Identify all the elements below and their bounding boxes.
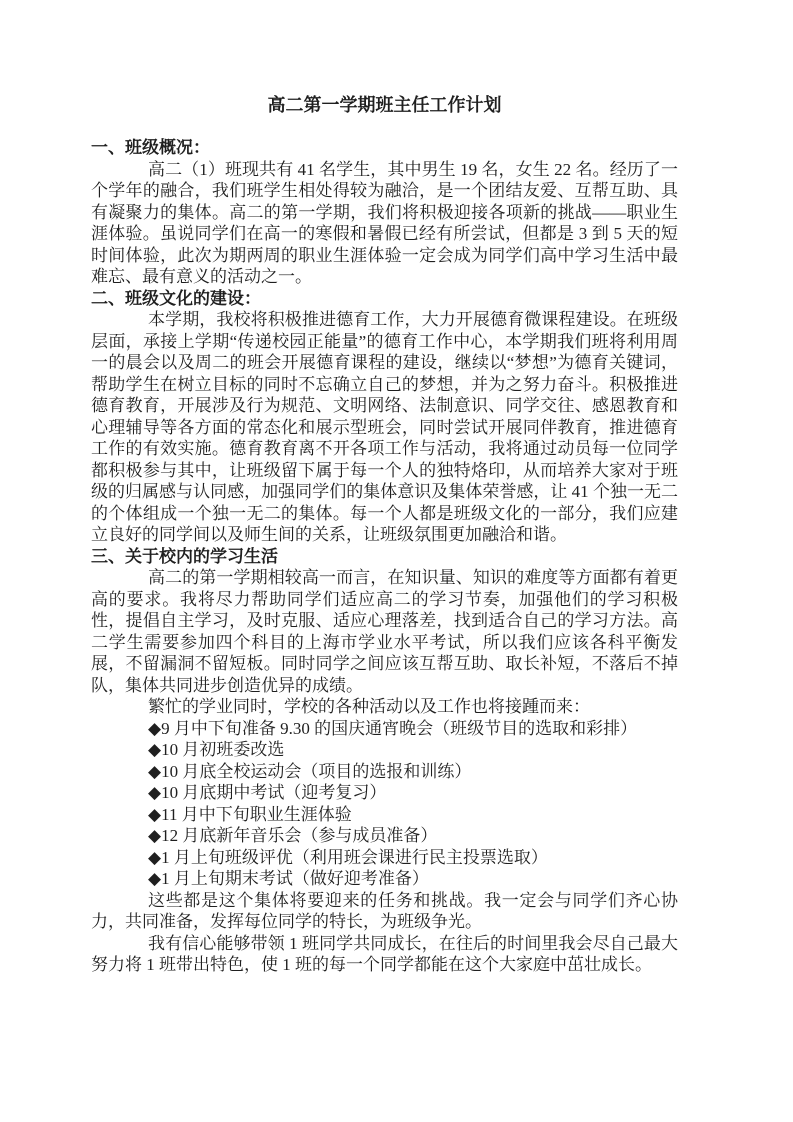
schedule-item-text: 1 月上旬班级评优（利用班会课进行民主投票选取） <box>161 847 548 867</box>
diamond-bullet-icon: ◆ <box>148 718 162 738</box>
document-title: 高二第一学期班主任工作计划 <box>267 95 502 115</box>
section-heading-class-culture: 二、班级文化的建设： <box>91 288 261 308</box>
schedule-item <box>91 868 678 890</box>
section-class-overview <box>91 137 678 288</box>
paragraph-closing-confidence: 我有信心能够带领 1 班同学共同成长，在往后的时间里我会尽自己最大努力将 1 班带出特色，使 1 班的每一个同学都能在这个大家庭中茁壮成长。 <box>91 933 678 974</box>
section-class-culture <box>91 288 678 546</box>
schedule-item-text: 11 月中下旬职业生涯体验 <box>161 804 352 824</box>
schedule-item-text: 10 月底期中考试（迎考复习） <box>161 783 387 802</box>
diamond-bullet-icon: ◆ <box>148 869 162 888</box>
diamond-bullet-icon: ◆ <box>148 847 162 867</box>
paragraph-learning-requirements: 高二的第一学期相较高一而言，在知识量、知识的难度等方面都有着更高的要求。我将尽力帮助同学们适应高二的学习节奏，加强他们的学习积极性，提倡自主学习，及时克服、适应心理落差，找到适合自己的学习方法。高二学生需要参加四个科目的上海市学业水平考试，所以我们应该各科平衡发展，不留漏洞不留短板。同时同学之间应该互帮互助、取长补短，不落后不掉队，集体共同进步创造优异的成绩。 <box>91 568 678 695</box>
diamond-bullet-icon: ◆ <box>148 804 162 824</box>
schedule-item-text: 9 月中下旬准备 9.30 的国庆通宵晚会（班级节目的选取和彩排） <box>161 718 638 738</box>
paragraph-class-culture: 本学期，我校将积极推进德育工作，大力开展德育微课程建设。在班级层面，承接上学期“传递校园正能量”的德育工作中心，本学期我们班将利用周一的晨会以及周二的班会开展德育课程的建设，继续以“梦想”为德育关键词，帮助学生在树立目标的同时不忘确立自己的梦想，并为之努力奋斗。积极推进德育教育，开展涉及行为规范、文明网络、法制意识、同学交往、感恩教育和心理辅导等各方面的常态化和展示型班会，同时尝试开展同伴教育，推进德育工作的有效实施。德育教育离不开各项工作与活动，我将通过动员每一位同学都积极参与其中，让班级留下属于每一个人的独特烙印，从而培养大家对于班级的归属感与认同感，加强同学们的集体意识及集体荣誉感，让 41 个独一无二的个体组成一个独一无二的集体。每一个人都是班级文化的一部分，我们应建立良好的同学间以及师生间的关系，让班级氛围更加融洽和谐。 <box>91 310 678 544</box>
section-school-learning-life <box>91 546 678 976</box>
schedule-item <box>91 825 678 847</box>
section-heading-school-learning-life: 三、关于校内的学习生活 <box>91 546 278 566</box>
paragraph-class-overview: 高二（1）班现共有 41 名学生，其中男生 19 名，女生 22 名。经历了一个学年的融合，我们班学生相处得较为融洽，是一个团结友爱、互帮互助、具有凝聚力的集体。高二的第一学期，我们将积极迎接各项新的挑战——职业生涯体验。虽说同学们在高一的寒假和暑假已经有所尝试，但都是 3 到 5 天的短时间体验，此次为期两周的职业生涯体验一定会成为同学们高中学习生活中最难忘、最有意义的活动之一。 <box>91 159 678 286</box>
schedule-item-text: 10 月初班委改选 <box>161 740 285 759</box>
schedule-item <box>91 782 678 804</box>
diamond-bullet-icon: ◆ <box>148 826 162 845</box>
diamond-bullet-icon: ◆ <box>148 740 162 759</box>
paragraph-closing-tasks: 这些都是这个集体将要迎来的任务和挑战。我一定会与同学们齐心协力，共同准备，发挥每位同学的特长，为班级争光。 <box>91 890 678 931</box>
schedule-item <box>91 804 678 826</box>
schedule-item <box>91 847 678 869</box>
diamond-bullet-icon: ◆ <box>148 761 162 781</box>
section-heading-class-overview: 一、班级概况： <box>91 138 210 157</box>
schedule-list <box>91 718 678 890</box>
schedule-item <box>91 761 678 783</box>
paragraph-activities-intro: 繁忙的学业同时，学校的各种活动以及工作也将接踵而来： <box>148 697 590 716</box>
schedule-item <box>91 718 678 740</box>
schedule-item-text: 12 月底新年音乐会（参与成员准备） <box>161 826 438 845</box>
schedule-item-text: 1 月上旬期末考试（做好迎考准备） <box>161 869 429 888</box>
diamond-bullet-icon: ◆ <box>148 783 162 802</box>
schedule-item <box>91 739 678 761</box>
schedule-item-text: 10 月底全校运动会（项目的选报和训练） <box>161 761 472 781</box>
